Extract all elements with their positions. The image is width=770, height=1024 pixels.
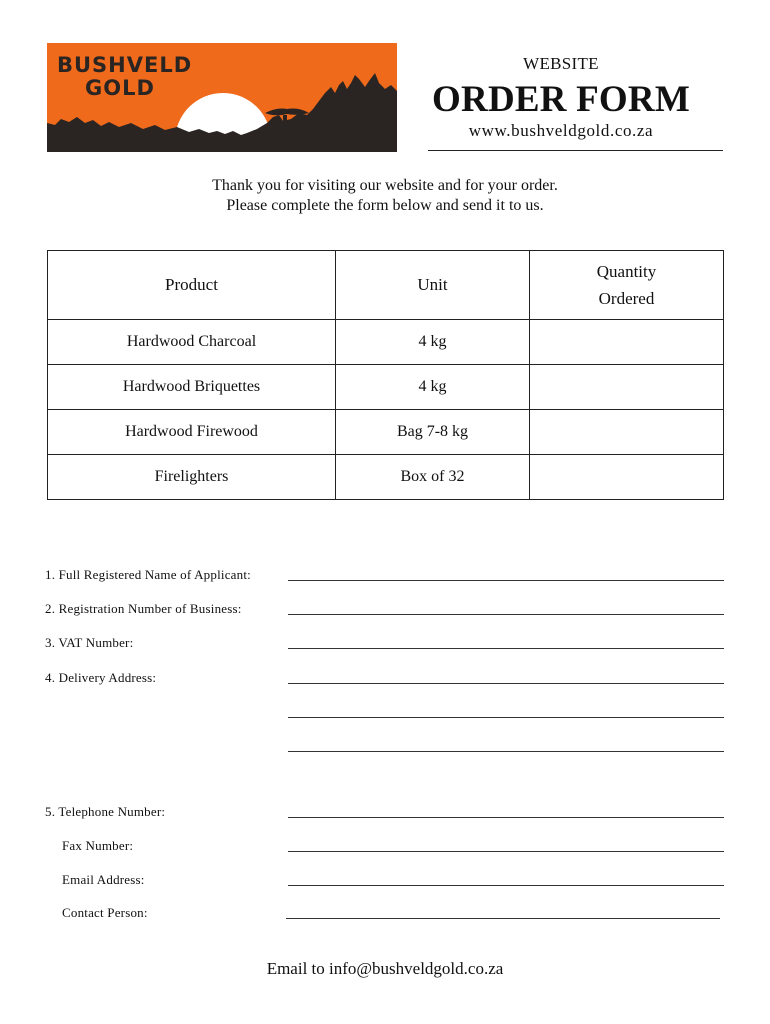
full-name-label: 1. Full Registered Name of Applicant: [45, 567, 251, 582]
product-cell: Hardwood Briquettes [48, 365, 336, 410]
telephone-number-field[interactable] [288, 817, 724, 818]
telephone-number-label: 5. Telephone Number: [45, 804, 166, 819]
delivery-address-field-line3[interactable] [288, 751, 724, 752]
email-address-label: Email Address: [62, 872, 145, 887]
contact-person-label: Contact Person: [62, 905, 148, 920]
unit-column-header: Unit [336, 251, 530, 320]
logo-text-line1: BUSHVELD [57, 53, 193, 77]
quantity-column-header [530, 251, 724, 320]
product-cell: Hardwood Firewood [48, 410, 336, 455]
quantity-header-line1: Quantity [596, 262, 657, 281]
website-label: WEBSITE [523, 54, 599, 73]
page-title: ORDER FORM [432, 79, 690, 120]
delivery-address-field-line1[interactable] [288, 683, 724, 684]
vat-number-field[interactable] [288, 648, 724, 649]
contact-person-field[interactable] [286, 918, 720, 919]
full-name-field[interactable] [288, 580, 724, 581]
product-column-header: Product [48, 251, 336, 320]
unit-cell: 4 kg [336, 365, 530, 410]
logo-text-line2: GOLD [85, 76, 155, 100]
quantity-input-cell[interactable] [530, 320, 724, 365]
header-divider [428, 150, 723, 151]
table-header-row [48, 251, 724, 320]
registration-number-label: 2. Registration Number of Business: [45, 601, 242, 616]
footer-email-instruction: Email to info@bushveldgold.co.za [266, 959, 504, 978]
table-row [48, 320, 724, 365]
fax-number-field[interactable] [288, 851, 724, 852]
product-cell: Hardwood Charcoal [48, 320, 336, 365]
delivery-address-field-line2[interactable] [288, 717, 724, 718]
registration-number-field[interactable] [288, 614, 724, 615]
bushveld-gold-logo [47, 43, 397, 152]
website-url[interactable]: www.bushveldgold.co.za [468, 121, 654, 140]
table-row [48, 455, 724, 500]
fax-number-label: Fax Number: [62, 838, 134, 853]
intro-line-2: Please complete the form below and send it to us. [226, 197, 544, 214]
table-row [48, 410, 724, 455]
quantity-input-cell[interactable] [530, 365, 724, 410]
email-address-field[interactable] [288, 885, 724, 886]
delivery-address-label: 4. Delivery Address: [45, 670, 157, 685]
unit-cell: Box of 32 [336, 455, 530, 500]
vat-number-label: 3. VAT Number: [45, 635, 134, 650]
table-row [48, 365, 724, 410]
unit-cell: 4 kg [336, 320, 530, 365]
product-order-table [47, 250, 724, 500]
unit-cell: Bag 7-8 kg [336, 410, 530, 455]
quantity-input-cell[interactable] [530, 455, 724, 500]
logo-artwork [47, 43, 397, 152]
intro-line-1: Thank you for visiting our website and for your order. [212, 177, 558, 194]
product-cell: Firelighters [48, 455, 336, 500]
quantity-header-line2: Ordered [598, 289, 655, 308]
quantity-input-cell[interactable] [530, 410, 724, 455]
